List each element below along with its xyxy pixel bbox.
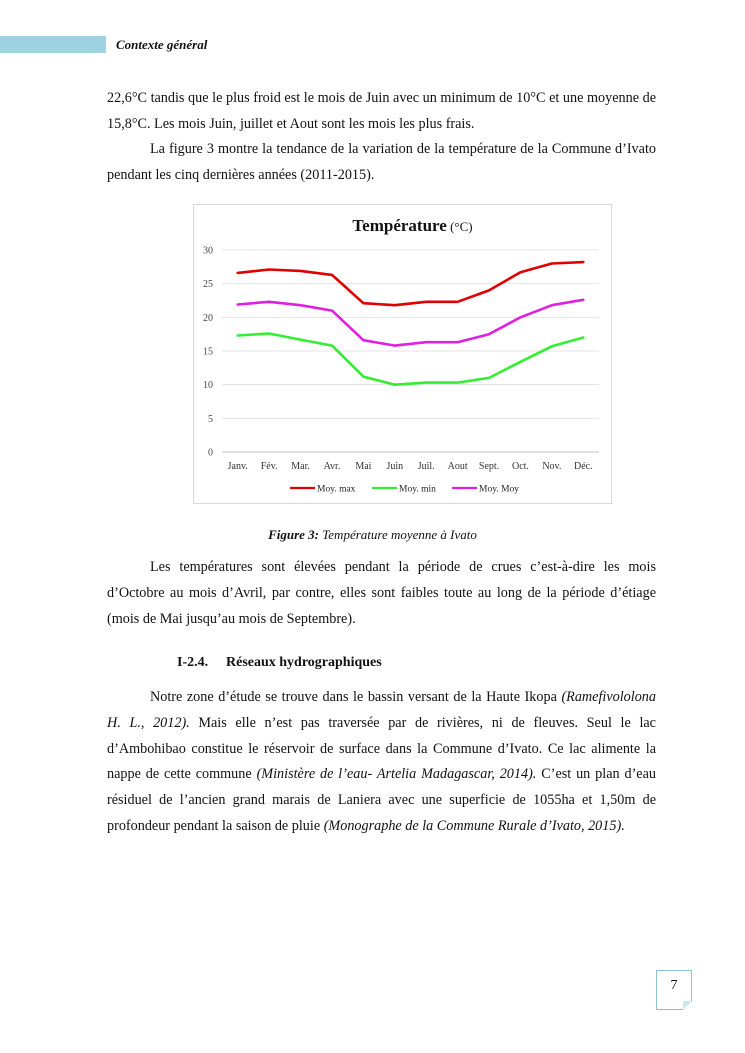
y-tick-label: 5 <box>208 413 213 425</box>
section-heading <box>177 655 382 671</box>
y-tick-label: 30 <box>203 245 213 257</box>
data-point <box>488 377 490 379</box>
x-tick-label: Oct. <box>511 461 529 472</box>
data-point <box>457 341 459 343</box>
data-point <box>520 316 522 318</box>
data-point <box>551 304 553 306</box>
x-tick-label: Juin <box>386 461 404 472</box>
paragraph-4-text-c: C’est un plan d’eau résiduel de l’ancien grand marais de Laniera avec une superficie de 1055ha et 1,50m de profondeur pendant la saison de pluie <box>107 766 656 834</box>
x-tick-label: Mar. <box>291 461 310 472</box>
y-tick-label: 25 <box>203 279 213 291</box>
header-title: Contexte général <box>116 37 208 52</box>
paragraph-4 <box>107 685 656 840</box>
paragraph-4-text-b: Mais elle n’est pas traversée par de rivières, ni de fleuves. Seul le lac d’Ambohibao constitue le réservoir de surface dans la Commune d’Ivato. Ce lac alimente la nappe de cette commune <box>107 714 656 783</box>
legend-label-2: Moy. Moy <box>479 484 520 495</box>
series-line-1 <box>238 334 584 385</box>
citation-ramefivololona: (Ramefivololona H. L., 2012). <box>107 689 656 731</box>
data-point <box>394 345 396 347</box>
data-point <box>300 270 302 272</box>
x-tick-label: Fév. <box>260 461 278 472</box>
data-point <box>268 333 270 335</box>
x-tick-label: Nov. <box>542 461 562 472</box>
figure-caption-label: Figure 3: <box>268 527 319 542</box>
data-point <box>237 272 239 274</box>
data-point <box>331 274 333 276</box>
x-tick-label: Avr. <box>323 461 341 472</box>
data-point <box>582 261 584 263</box>
x-tick-label: Mai <box>355 461 372 472</box>
data-point <box>425 341 427 343</box>
data-point <box>300 339 302 341</box>
chart-title-unit: (°C) <box>446 219 473 234</box>
chart-canvas <box>194 205 613 505</box>
data-point <box>362 376 364 378</box>
y-tick-label: 10 <box>203 380 213 392</box>
y-tick-label: 15 <box>203 346 213 358</box>
data-point <box>520 361 522 363</box>
citation-ministere: (Ministère de l’eau- Artelia Madagascar, 2014). <box>256 766 537 783</box>
x-tick-label: Sept. <box>478 461 500 472</box>
section-title: Réseaux hydrographiques <box>226 655 382 670</box>
data-point <box>237 304 239 306</box>
x-tick-label: Janv. <box>227 461 248 472</box>
data-point <box>457 301 459 303</box>
page-fold-corner <box>683 1001 692 1010</box>
section-number: I-2.4. <box>177 655 209 670</box>
data-point <box>331 345 333 347</box>
page-number-box <box>656 970 692 1010</box>
legend-label-1: Moy. min <box>399 484 436 495</box>
data-point <box>551 263 553 265</box>
data-point <box>425 301 427 303</box>
data-point <box>331 310 333 312</box>
paragraph-2-text: La figure 3 montre la tendance de la variation de la température de la Commune d’Ivato pendant les cinq dernières années (2011-2015). <box>107 141 656 183</box>
paragraph-1: 22,6°C tandis que le plus froid est le mois de Juin avec un minimum de 10°C et une moyenne de 15,8°C. Les mois Juin, juillet et Aout sont les mois les plus frais. <box>107 90 656 132</box>
data-point <box>362 339 364 341</box>
temperature-chart <box>193 204 612 504</box>
legend-label-0: Moy. max <box>317 484 356 495</box>
data-point <box>394 304 396 306</box>
data-point <box>300 304 302 306</box>
data-point <box>362 302 364 304</box>
chart-title-text: Température <box>352 216 447 235</box>
paragraph-3-text: Les températures sont élevées pendant la période de crues c’est-à-dire les mois d’Octobre au mois d’Avril, par contre, elles sont faibles toute au long de la période d’étiage (mois de Mai jusqu’au mois de Septembre). <box>107 559 656 627</box>
data-point <box>551 345 553 347</box>
data-point <box>582 337 584 339</box>
data-point <box>237 335 239 337</box>
data-point <box>457 382 459 384</box>
x-tick-label: Juil. <box>417 461 435 472</box>
paragraph-3 <box>107 555 656 632</box>
data-point <box>394 384 396 386</box>
paragraph-4-text-a: Notre zone d’étude se trouve dans le bassin versant de la Haute Ikopa <box>150 689 562 705</box>
data-point <box>488 333 490 335</box>
page-number: 7 <box>670 978 678 993</box>
figure-caption-text: Température moyenne à Ivato <box>319 527 477 542</box>
citation-monographe: (Monographe de la Commune Rurale d’Ivato, 2015). <box>323 817 625 834</box>
x-tick-label: Aout <box>447 461 468 472</box>
header-accent-band <box>0 36 106 53</box>
data-point <box>425 382 427 384</box>
data-point <box>268 301 270 303</box>
paragraph-2 <box>107 137 656 189</box>
data-point <box>488 290 490 292</box>
chart-title <box>352 216 472 235</box>
y-tick-label: 20 <box>203 312 213 324</box>
y-tick-label: 0 <box>208 447 213 459</box>
x-tick-label: Déc. <box>573 461 593 472</box>
figure-caption <box>0 527 745 543</box>
data-point <box>520 271 522 273</box>
data-point <box>268 269 270 271</box>
data-point <box>582 299 584 301</box>
